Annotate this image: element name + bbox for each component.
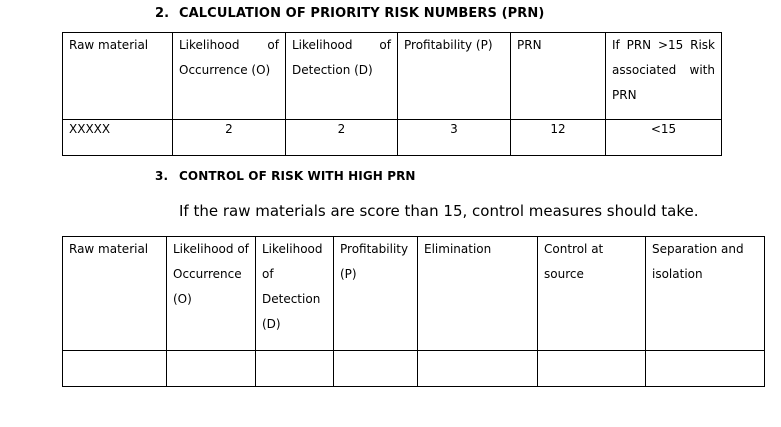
cell-profitability: 3 [398, 120, 511, 156]
header-likelihood-occurrence: Likelihood of Occurrence (O) [167, 237, 256, 351]
section-2-number: 2. [155, 6, 170, 21]
header-raw-material: Raw material [63, 33, 173, 120]
header-control-at-source: Control at source [538, 237, 646, 351]
prn-calculation-table [62, 32, 722, 156]
header-likelihood-detection: Likelihood of Detection (D) [286, 33, 398, 120]
risk-control-table [62, 236, 765, 387]
cell-profitability [334, 351, 418, 387]
table-row [63, 120, 722, 156]
table-row [63, 351, 765, 387]
cell-occurrence [167, 351, 256, 387]
cell-risk: <15 [606, 120, 722, 156]
table-header-row [63, 237, 765, 351]
cell-raw-material [63, 351, 167, 387]
cell-detection [256, 351, 334, 387]
header-profitability: Profitability (P) [398, 33, 511, 120]
section-2-heading [155, 6, 544, 21]
cell-detection: 2 [286, 120, 398, 156]
header-separation-isolation: Separation and isolation [646, 237, 765, 351]
section-3-number: 3. [155, 169, 169, 183]
table-header-row [63, 33, 722, 120]
section-3-heading [155, 169, 416, 183]
header-likelihood-occurrence: Likelihood of Occurrence (O) [173, 33, 286, 120]
cell-raw-material: XXXXX [63, 120, 173, 156]
section-2-title: CALCULATION OF PRIORITY RISK NUMBERS (PRN) [179, 6, 545, 21]
header-elimination: Elimination [418, 237, 538, 351]
header-risk-associated: If PRN >15 Risk associated with PRN [606, 33, 722, 120]
cell-elimination [418, 351, 538, 387]
cell-separation-isolation [646, 351, 765, 387]
cell-prn: 12 [511, 120, 606, 156]
section-3-title: CONTROL OF RISK WITH HIGH PRN [179, 169, 416, 183]
cell-control-at-source [538, 351, 646, 387]
control-measures-paragraph: If the raw materials are score than 15, control measures should take. [179, 202, 699, 220]
header-raw-material: Raw material [63, 237, 167, 351]
header-profitability: Profitability (P) [334, 237, 418, 351]
cell-occurrence: 2 [173, 120, 286, 156]
header-prn: PRN [511, 33, 606, 120]
header-likelihood-detection: Likelihood of Detection (D) [256, 237, 334, 351]
